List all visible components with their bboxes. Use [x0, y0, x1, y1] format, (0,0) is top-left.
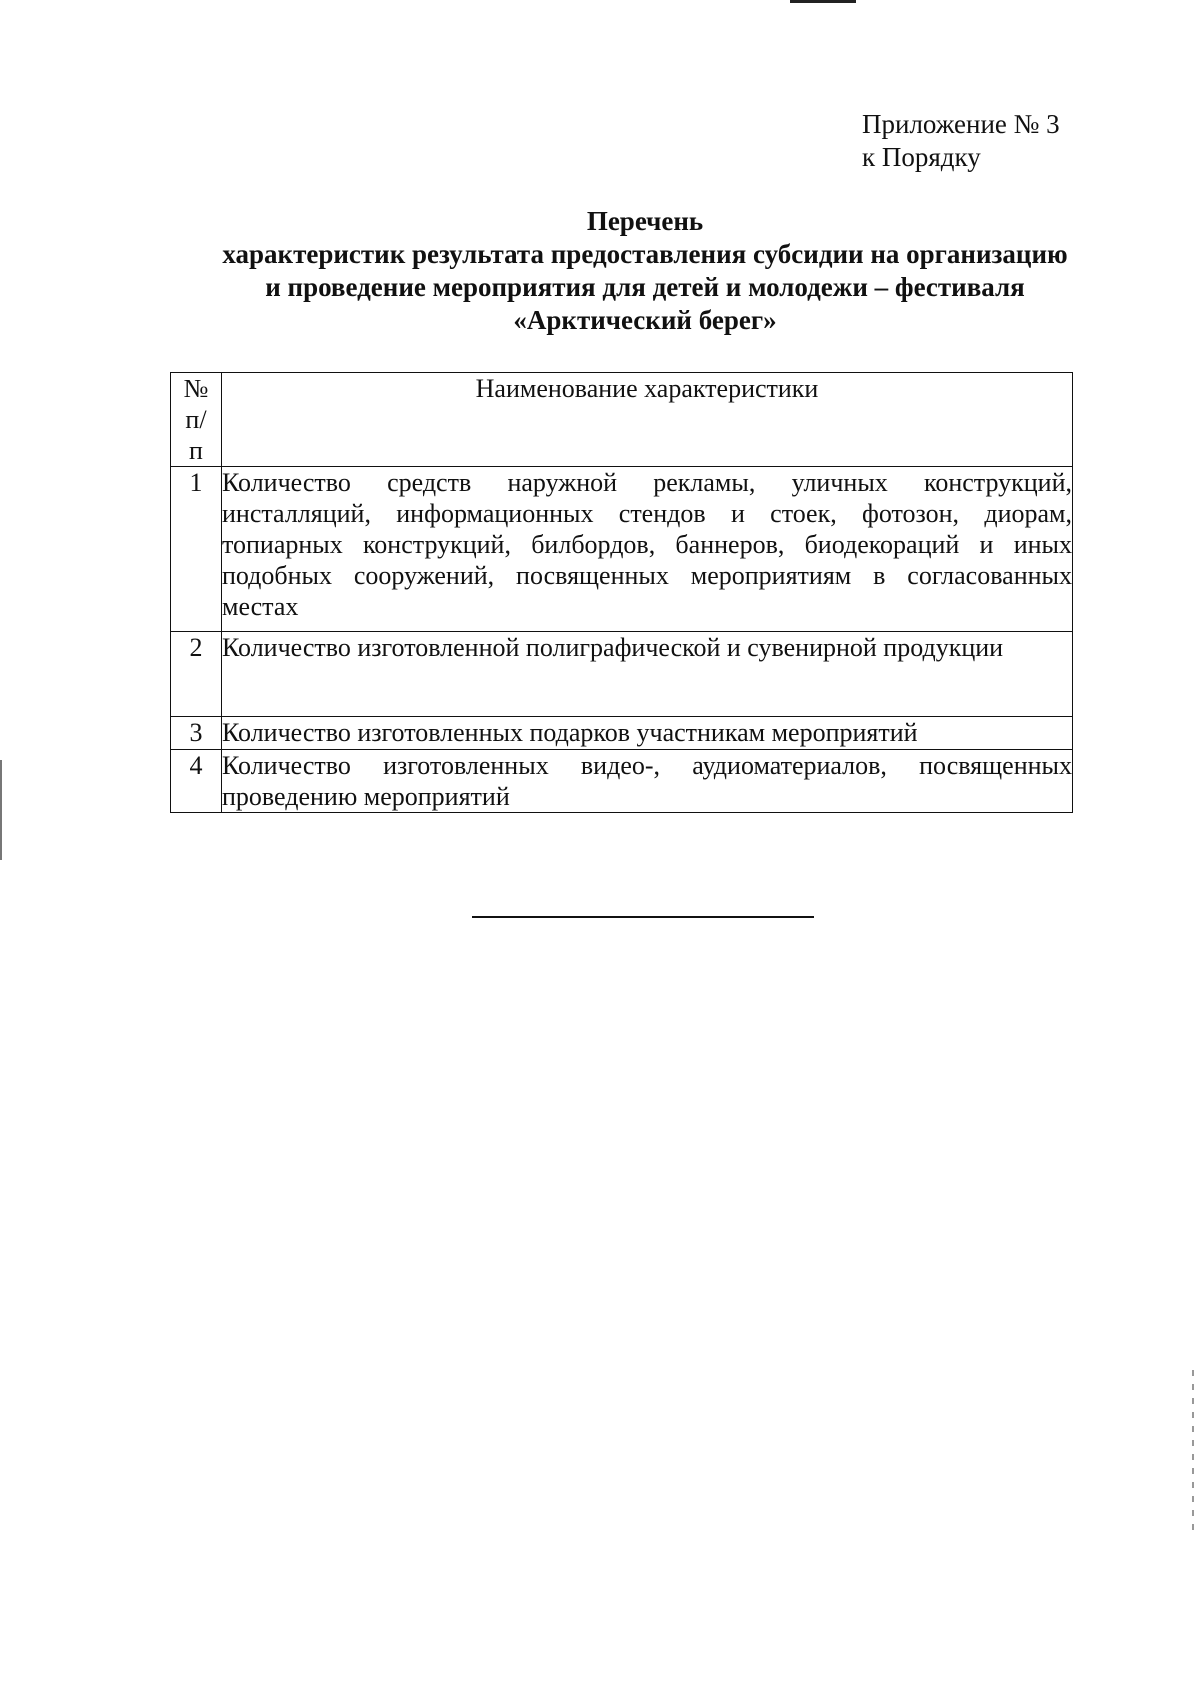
document-title	[140, 205, 1150, 337]
appendix-target: к Порядку	[862, 142, 981, 172]
table-row	[171, 717, 1073, 750]
header-number-line-1: №	[183, 374, 209, 403]
table-row	[171, 632, 1073, 717]
scan-right-edge	[1192, 1370, 1194, 1530]
appendix-reference	[862, 108, 1060, 174]
title-subtitle-line-2: и проведение мероприятия для детей и молодежи – фестиваля	[265, 272, 1025, 302]
title-heading: Перечень	[586, 206, 704, 236]
row-number: 1	[171, 467, 222, 632]
table-row	[171, 467, 1073, 632]
header-name-cell: Наименование характеристики	[222, 373, 1073, 467]
row-name: Количество изготовленных подарков участникам мероприятий	[222, 717, 1073, 750]
table-header-row	[171, 373, 1073, 467]
row-number: 3	[171, 717, 222, 750]
header-number-line-2: п/	[185, 405, 207, 434]
appendix-number: Приложение № 3	[862, 109, 1060, 139]
scan-top-mark	[790, 0, 856, 3]
title-subtitle-line-3: «Арктический берег»	[513, 305, 777, 335]
header-number-cell	[171, 373, 222, 467]
characteristics-table	[170, 372, 1073, 813]
table-row	[171, 750, 1073, 813]
scan-left-edge	[0, 760, 2, 860]
header-number-line-3: п	[189, 436, 203, 465]
row-number: 4	[171, 750, 222, 813]
row-name: Количество средств наружной рекламы, уличных конструкций, инсталляций, информационных стендов и стоек, фотозон, диорам, топиарных конструкций, билбордов, баннеров, биодекораций и иных подобных сооружений, посвященных мероприятиям в согласованных местах	[222, 467, 1073, 632]
end-rule	[472, 916, 814, 918]
title-subtitle-line-1: характеристик результата предоставления субсидии на организацию	[222, 239, 1068, 269]
row-name: Количество изготовленных видео-, аудиоматериалов, посвященных проведению мероприятий	[222, 751, 1072, 811]
row-number: 2	[171, 632, 222, 717]
row-name: Количество изготовленной полиграфической и сувенирной продукции	[222, 632, 1073, 717]
